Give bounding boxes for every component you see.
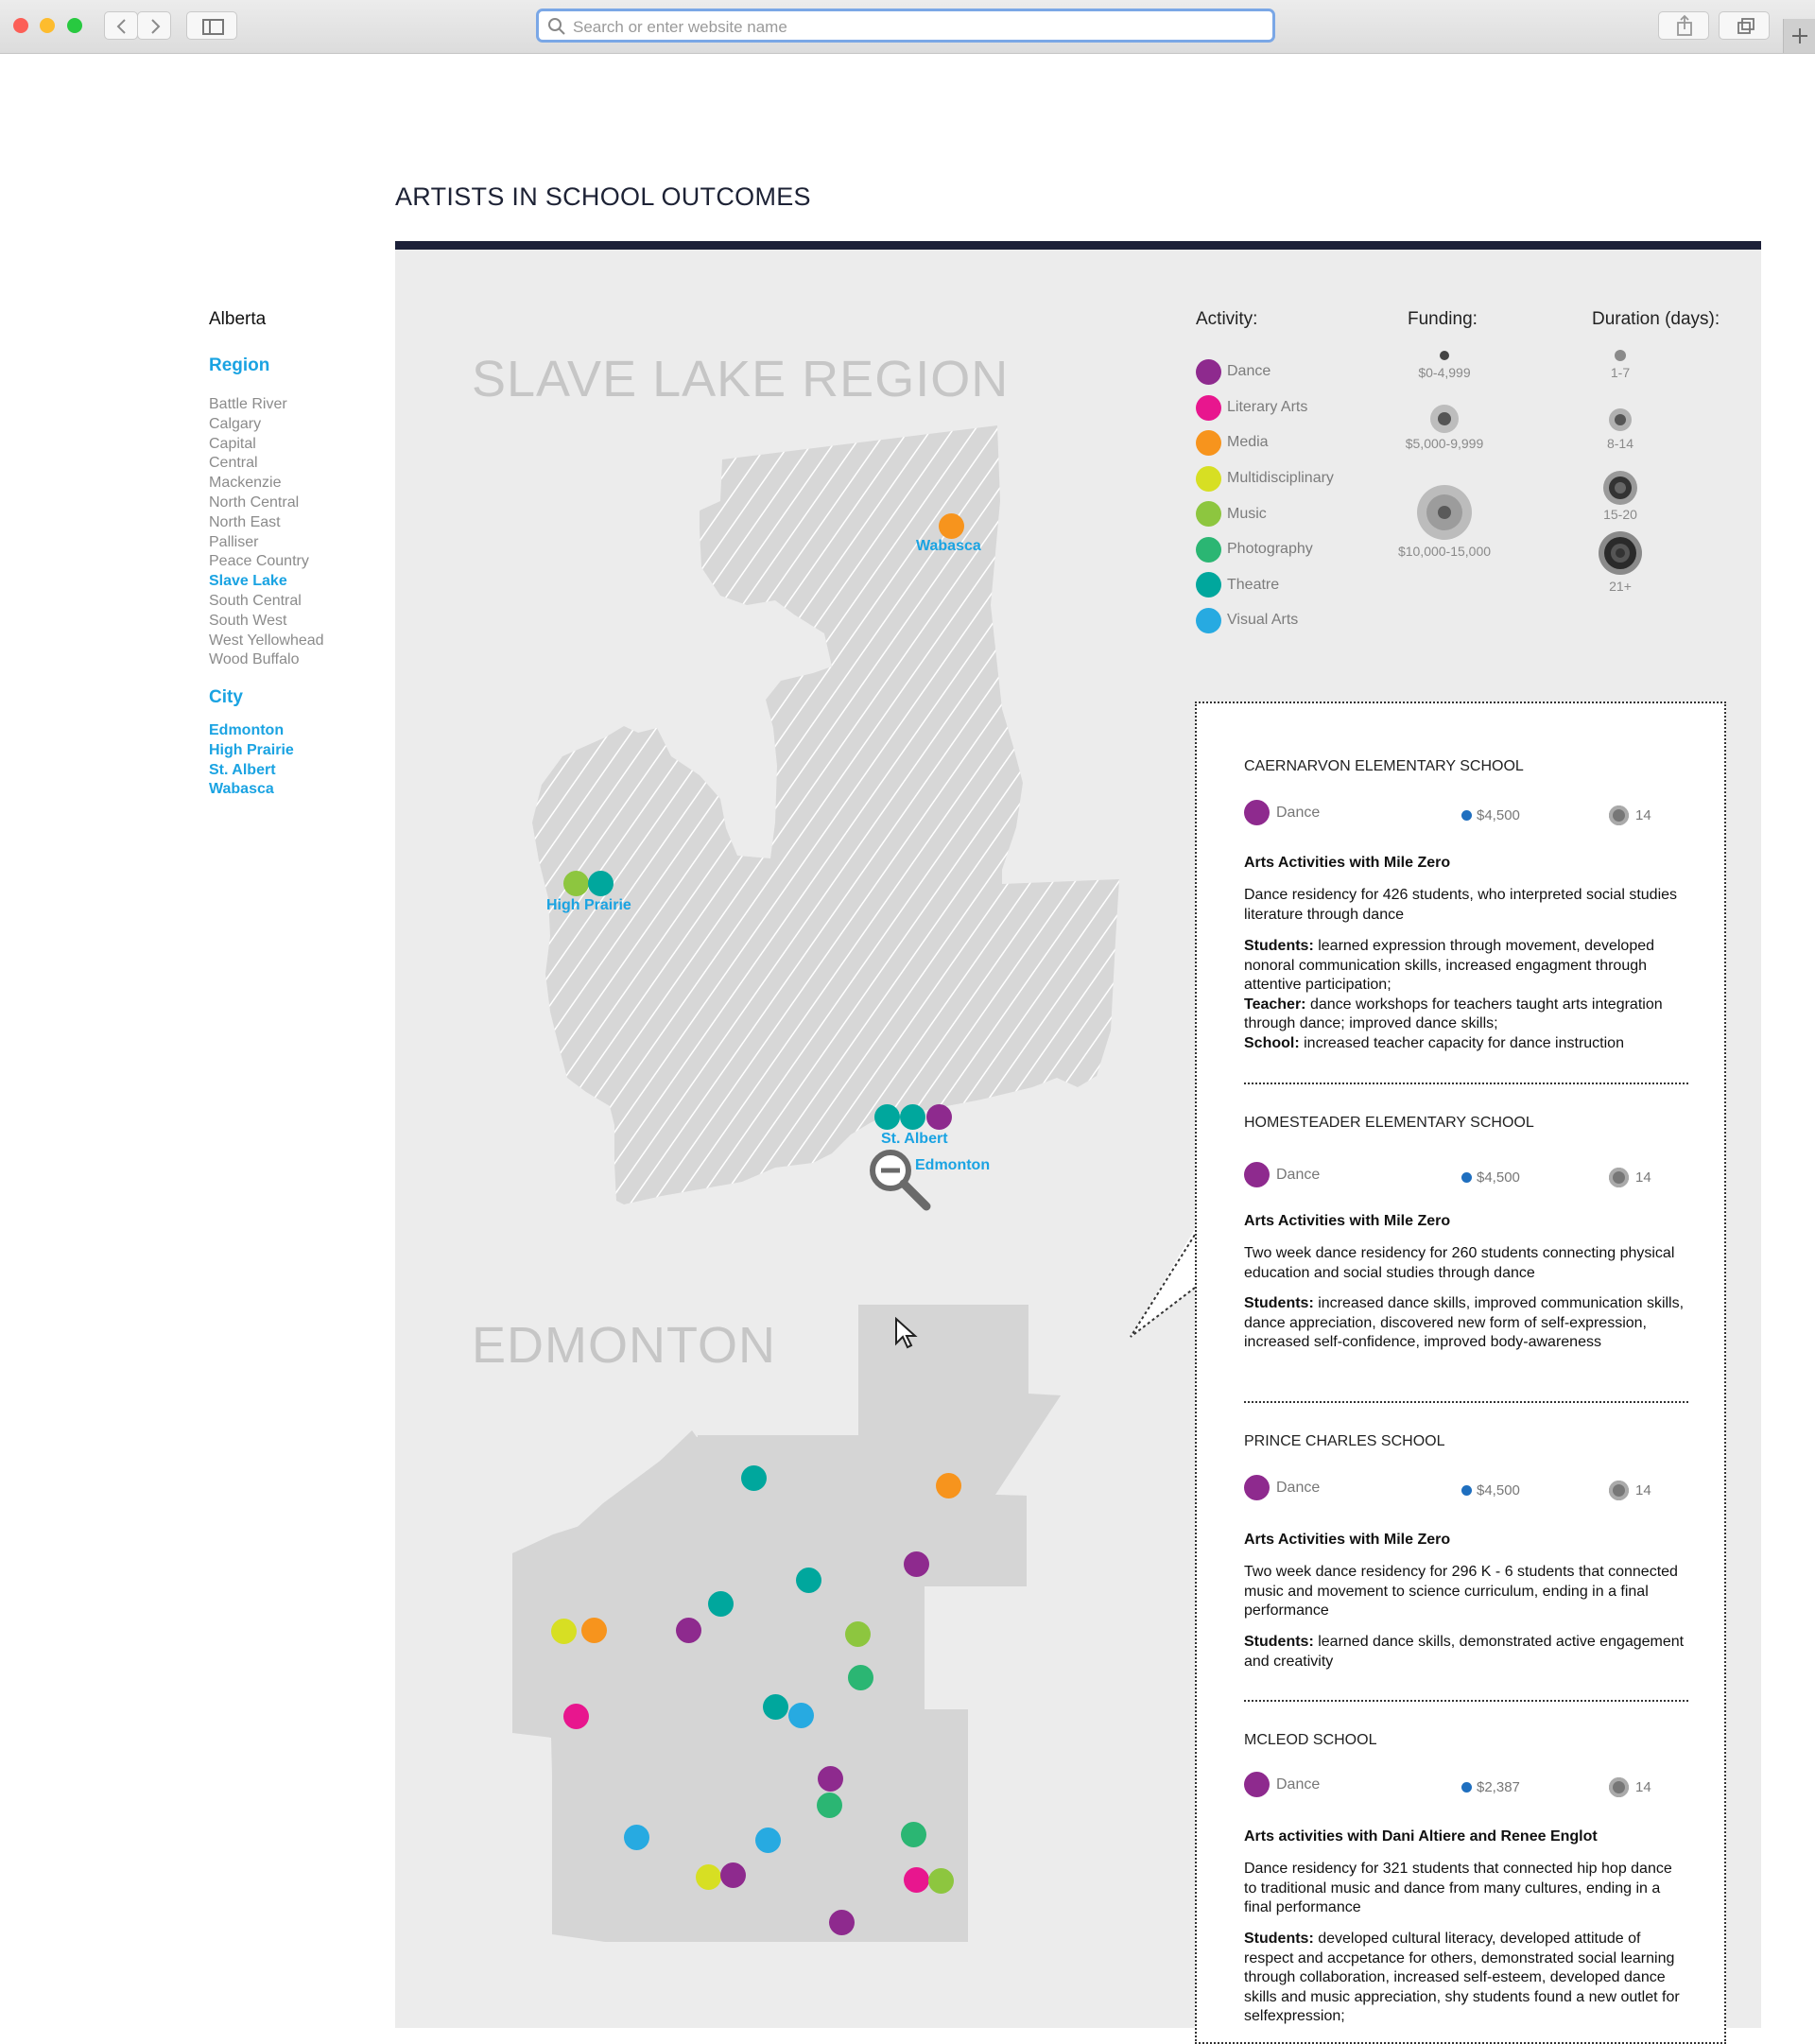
funding-tier-1-label: $0-4,999 [1418,365,1471,380]
tabs-overview-button[interactable] [1719,11,1770,40]
legend-multidisciplinary-swatch [1196,466,1221,492]
legend-media-label[interactable]: Media [1227,434,1269,450]
edmonton-pin-multidisciplinary[interactable] [551,1619,577,1644]
program-outcomes [1244,937,1688,1054]
chevron-left-icon [105,12,139,41]
edmonton-pin-media[interactable] [936,1473,961,1498]
funding-icon [1461,1782,1472,1793]
edmonton-pin-literary-arts[interactable] [904,1867,929,1893]
region-item-mackenzie[interactable]: Mackenzie [209,475,282,492]
minimize-window-button[interactable] [40,18,55,33]
edmonton-pin-theatre[interactable] [741,1465,767,1491]
section-divider [1244,1083,1688,1084]
edmonton-pin-theatre[interactable] [708,1591,734,1617]
program-outcomes [1244,1294,1688,1353]
funding-tier-3-label: $10,000-15,000 [1397,544,1492,559]
school-duration: 14 [1635,1482,1651,1498]
region-item-west-yellowhead[interactable]: West Yellowhead [209,632,324,649]
funding-icon [1461,810,1472,821]
chevron-right-icon [138,12,172,41]
browser-toolbar [0,0,1815,54]
sidebar-icon [187,12,238,41]
edmonton-pin-photography[interactable] [901,1822,926,1847]
program-description: Dance residency for 321 students that connected hip hop dance to traditional music and dance from many cultures, ending in a final performance [1244,1861,1672,1916]
activity-legend-heading: Activity: [1196,309,1258,329]
duration-icon [1609,1777,1629,1797]
school-name: PRINCE CHARLES SCHOOL [1244,1433,1445,1449]
legend-visual-arts-swatch [1196,608,1221,633]
funding-icon [1461,1485,1472,1496]
city-item-edmonton[interactable]: Edmonton [209,722,285,738]
close-window-button[interactable] [13,18,28,33]
duration-tier-2-label: 8-14 [1606,436,1634,451]
outcome-label: Students: [1244,938,1314,954]
section-divider [1244,1700,1688,1702]
city-heading: City [209,687,243,707]
region-item-north-central[interactable]: North Central [209,494,300,511]
share-button[interactable] [1658,11,1709,40]
region-item-south-west[interactable]: South West [209,612,287,629]
edmonton-map-label[interactable]: Edmonton [915,1157,991,1173]
plus-icon [1784,19,1815,53]
zoom-out-icon[interactable] [866,1146,932,1212]
outcome-text: increased teacher capacity for dance instruction [1299,1034,1624,1051]
region-item-capital[interactable]: Capital [209,435,256,452]
region-item-south-central[interactable]: South Central [209,592,302,609]
activity-dance-icon [1244,1772,1270,1797]
edmonton-pin-visual-arts[interactable] [624,1825,649,1850]
legend-dance-label[interactable]: Dance [1227,363,1271,379]
section-divider [1244,1401,1688,1403]
edmonton-pin-music[interactable] [845,1621,871,1647]
activity-dance-icon [1244,1162,1270,1187]
edmonton-pin-dance[interactable] [829,1910,855,1935]
sidebar-toggle-button[interactable] [186,11,237,40]
funding-icon [1461,1172,1472,1183]
program-description: Two week dance residency for 260 students connecting physical education and social studies through dance [1244,1245,1675,1281]
school-funding: $4,500 [1477,807,1520,823]
legend-dance-swatch [1196,359,1221,385]
city-item-st-albert[interactable]: St. Albert [209,761,276,778]
city-item-wabasca[interactable]: Wabasca [209,781,274,798]
mouse-cursor-icon [894,1317,919,1351]
duration-tier-3-label: 15-20 [1603,507,1637,522]
legend-media-swatch [1196,430,1221,456]
legend-music-swatch [1196,501,1221,527]
region-item-palliser[interactable]: Palliser [209,533,259,550]
title-divider [395,241,1761,250]
callout-pointer [1125,1229,1201,1342]
back-button[interactable] [104,11,138,40]
edmonton-pin-theatre[interactable] [763,1694,788,1720]
duration-icon [1609,1481,1629,1500]
region-item-peace-country[interactable]: Peace Country [209,553,309,570]
school-duration: 14 [1635,1169,1651,1186]
zoom-window-button[interactable] [67,18,82,33]
edmonton-pin-dance[interactable] [720,1862,746,1888]
school-activity: Dance [1276,1167,1321,1183]
edmonton-pin-theatre[interactable] [796,1568,821,1593]
duration-icon [1609,1168,1629,1187]
legend-music-label[interactable]: Music [1227,506,1267,522]
share-icon [1659,12,1710,41]
outcome-label: Students: [1244,1295,1314,1311]
outcome-text: learned expression through movement, developed nonoral communication skills, increased engagment through attentive participation; [1244,938,1655,994]
search-icon [547,17,566,36]
activity-dance-icon [1244,1475,1270,1500]
st-albert-map-label[interactable]: St. Albert [881,1131,948,1147]
edmonton-pin-multidisciplinary[interactable] [696,1864,721,1890]
outcome-label: Students: [1244,1634,1314,1650]
edmonton-pin-dance[interactable] [818,1766,843,1792]
region-item-battle-river[interactable]: Battle River [209,396,287,412]
page-title: ARTISTS IN SCHOOL OUTCOMES [395,182,811,211]
region-heading: Region [209,355,270,375]
outcome-text: developed cultural literacy, developed attitude of respect and accpetance for others, demonstrated social learning through collaboration, increased self-esteem, developed dance skills and music appreciation, shy students found a new outlet for selfexpression; [1244,1931,1680,2025]
duration-tier-1-label: 1-7 [1610,365,1631,380]
school-duration: 14 [1635,1779,1651,1795]
high-prairie-pin-music[interactable] [563,871,589,896]
program-title: Arts Activities with Mile Zero [1244,1213,1451,1229]
legend-literary-arts-swatch [1196,395,1221,421]
edmonton-pin-music[interactable] [928,1868,954,1894]
school-name: CAERNARVON ELEMENTARY SCHOOL [1244,758,1524,774]
city-item-high-prairie[interactable]: High Prairie [209,741,294,758]
outcome-text: increased dance skills, improved communication skills, dance appreciation, discovered new form of self-expression, increased self-confidence, improved body-awareness [1244,1295,1685,1351]
funding-legend-heading: Funding: [1408,309,1478,329]
outcome-label: Students: [1244,1931,1314,1947]
region-item-slave-lake[interactable]: Slave Lake [209,573,287,590]
edmonton-pin-literary-arts[interactable] [563,1704,589,1729]
high-prairie-pin-theatre[interactable] [588,871,614,896]
school-activity: Dance [1276,1776,1321,1793]
st-albert-pin-theatre-2[interactable] [900,1104,925,1130]
legend-visual-arts-label[interactable]: Visual Arts [1227,612,1299,628]
school-funding: $4,500 [1477,1482,1520,1498]
funding-tier-2-label: $5,000-9,999 [1405,436,1484,451]
school-funding: $2,387 [1477,1779,1520,1795]
forward-button[interactable] [137,11,171,40]
legend-theatre-swatch [1196,572,1221,598]
region-item-north-east[interactable]: North East [209,513,281,530]
school-funding: $4,500 [1477,1169,1520,1186]
address-placeholder: Search or enter website name [573,18,787,36]
slave-lake-region-map[interactable] [473,425,1125,1220]
school-name: MCLEOD SCHOOL [1244,1732,1377,1748]
legend-literary-arts-label[interactable]: Literary Arts [1227,399,1308,415]
address-bar[interactable] [536,9,1275,43]
outcome-label: School: [1244,1034,1300,1051]
tabs-icon [1720,12,1771,41]
edmonton-pin-dance[interactable] [676,1618,701,1643]
outcome-label: Teacher: [1244,996,1306,1013]
edmonton-pin-dance[interactable] [904,1551,929,1577]
program-title: Arts activities with Dani Altiere and Renee Englot [1244,1828,1598,1845]
wabasca-pin-media[interactable] [939,513,964,539]
city-map-title: EDMONTON [472,1317,777,1374]
legend-photography-label[interactable]: Photography [1227,541,1313,557]
wabasca-map-label[interactable]: Wabasca [916,538,981,554]
legend-multidisciplinary-label[interactable]: Multidisciplinary [1227,470,1334,486]
edmonton-pin-photography[interactable] [817,1793,842,1818]
school-name: HOMESTEADER ELEMENTARY SCHOOL [1244,1115,1534,1131]
edmonton-pin-visual-arts[interactable] [755,1827,781,1853]
edmonton-pin-media[interactable] [581,1618,607,1643]
legend-theatre-label[interactable]: Theatre [1227,577,1280,593]
program-outcomes [1244,1930,1688,2027]
region-map-title: SLAVE LAKE REGION [472,351,1010,407]
st-albert-pin-dance[interactable] [926,1104,952,1130]
program-outcomes [1244,1633,1688,1672]
duration-tier-4-label: 21+ [1609,579,1632,594]
school-activity: Dance [1276,805,1321,821]
program-title: Arts Activities with Mile Zero [1244,1532,1451,1548]
legend-photography-swatch [1196,537,1221,563]
city-list [209,721,294,800]
school-duration: 14 [1635,807,1651,823]
region-item-central[interactable]: Central [209,455,258,472]
province-label: Alberta [209,309,267,329]
outcome-text: dance workshops for teachers taught arts integration through dance; improved dance skills; [1244,996,1663,1032]
region-list [209,395,324,670]
program-title: Arts Activities with Mile Zero [1244,855,1451,871]
high-prairie-map-label[interactable]: High Prairie [546,897,631,913]
new-tab-button[interactable] [1783,19,1815,53]
duration-icon [1609,805,1629,825]
outcome-text: learned dance skills, demonstrated active engagement and creativity [1244,1634,1685,1670]
region-item-calgary[interactable]: Calgary [209,415,262,432]
region-item-wood-buffalo[interactable]: Wood Buffalo [209,651,300,668]
school-activity: Dance [1276,1480,1321,1496]
program-description: Dance residency for 426 students, who interpreted social studies literature through dance [1244,887,1678,923]
program-description: Two week dance residency for 296 K - 6 students that connected music and movement to science curriculum, ending in a final performance [1244,1564,1678,1620]
duration-legend-heading: Duration (days): [1592,309,1720,329]
school-details-card [1195,702,1726,2044]
edmonton-pin-photography[interactable] [848,1665,873,1690]
activity-dance-icon [1244,800,1270,825]
st-albert-pin-theatre-1[interactable] [874,1104,900,1130]
edmonton-pin-visual-arts[interactable] [788,1703,814,1728]
